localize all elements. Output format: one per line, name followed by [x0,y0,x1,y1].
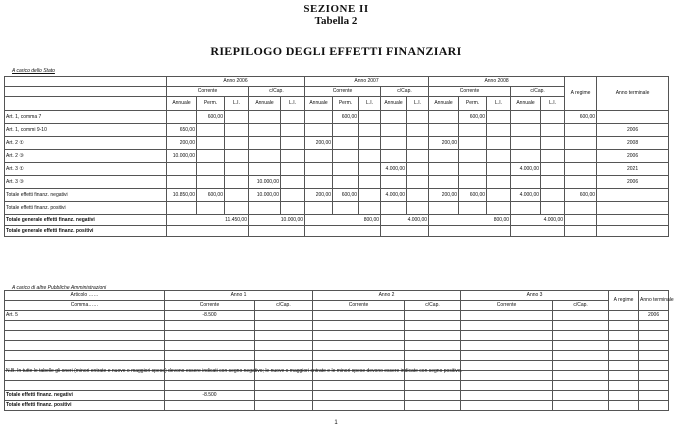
pa-row-value: -8.500 [165,311,255,321]
table-cell [305,111,333,124]
table-cell: 600,00 [197,189,225,202]
table-cell [281,202,305,215]
table-cell [597,189,669,202]
table-cell [511,124,541,137]
row-label: Art. 1, comma 7 [5,111,167,124]
table-cell [429,163,459,176]
table-cell [333,150,359,163]
annuale-header: Annuale [249,97,281,111]
corrente-header: Corrente [429,87,511,97]
table-cell [305,163,333,176]
table-cell: 2021 [597,163,669,176]
table-cell [487,163,511,176]
table-row [5,137,669,150]
table-cell [541,189,565,202]
annuale-header: Annuale [167,97,197,111]
table-cell [197,176,225,189]
table-cell [565,124,597,137]
table-cell [597,111,669,124]
table-cell [459,176,487,189]
pa-a-regime-header: A regime [609,291,639,311]
table-cell: 2008 [597,137,669,150]
table-cell: 4.000,00 [381,189,407,202]
table-cell [359,176,381,189]
li-header: L.I. [407,97,429,111]
table-cell [225,111,249,124]
table-cell [281,189,305,202]
table-cell: 200,00 [429,189,459,202]
table-cell [333,176,359,189]
table-cell: 600,00 [333,189,359,202]
annuale-header: Annuale [305,97,333,111]
row-label: Art. 1, commi 9-10 [5,124,167,137]
table-cell [487,124,511,137]
perm-header: Perm. [197,97,225,111]
table-cell [541,176,565,189]
ccap-header: c/Cap. [511,87,565,97]
perm-header: Perm. [459,97,487,111]
general-negative-2008-current: 800,00 [429,215,511,226]
corrente-header: Corrente [305,87,381,97]
table-cell [565,137,597,150]
table-cell: 600,00 [565,189,597,202]
table-row [5,163,669,176]
table-cell [281,150,305,163]
row-label: Art. 2 ① [5,137,167,150]
table-cell [249,202,281,215]
table-cell [359,137,381,150]
table-cell: 10.850,00 [167,189,197,202]
table-cell: 10.000,00 [249,189,281,202]
table-cell [511,111,541,124]
pa-table [4,290,674,411]
table-cell [333,137,359,150]
table-cell [459,163,487,176]
table-cell [225,124,249,137]
table-cell [305,202,333,215]
table-cell: 600,00 [197,111,225,124]
table-cell [167,111,197,124]
year-2006-header: Anno 2006 [167,77,305,87]
general-negative-2006-capital: 10.000,00 [249,215,305,226]
ccap-header: c/Cap. [381,87,429,97]
year-2008-header: Anno 2008 [429,77,565,87]
li-header: L.I. [487,97,511,111]
table-cell [359,111,381,124]
annuale-header: Annuale [429,97,459,111]
table-row [5,111,669,124]
row-label: Art. 3 ③ [5,176,167,189]
table-cell [487,202,511,215]
table-cell [459,150,487,163]
pa-row-label: Art. 5 [5,311,165,321]
table-cell [541,202,565,215]
table-cell [429,176,459,189]
table-row [5,202,669,215]
table-cell [541,150,565,163]
table-cell [429,150,459,163]
pa-total-negative-label: Totale effetti finanz. negativi [5,391,165,401]
table-cell [305,124,333,137]
pa-total-negative-value: -8.500 [165,391,255,401]
table-cell [407,150,429,163]
table-cell [487,189,511,202]
table-cell [359,189,381,202]
table-cell [541,163,565,176]
table-cell [249,124,281,137]
table-cell [511,202,541,215]
table-cell [487,111,511,124]
table-cell: 600,00 [333,111,359,124]
table-cell: 2006 [597,176,669,189]
general-negative-2007-capital: 4.000,00 [381,215,429,226]
table-cell [381,124,407,137]
table-cell [597,202,669,215]
table-cell [305,176,333,189]
table-cell [565,163,597,176]
table-cell [487,176,511,189]
table-cell [305,150,333,163]
annuale-header: Annuale [511,97,541,111]
table-cell [359,202,381,215]
a-regime-header: A regime [565,77,597,111]
table-cell: 200,00 [305,137,333,150]
table-cell [197,202,225,215]
section-heading: SEZIONE II [303,3,369,15]
table-cell [197,137,225,150]
pa-anno-terminale-header: Anno terminale [639,291,669,311]
li-header: L.I. [281,97,305,111]
table-cell [407,163,429,176]
table-cell [429,124,459,137]
table-cell [249,111,281,124]
table-cell [381,176,407,189]
table-row [5,189,669,202]
table-cell [225,137,249,150]
table-cell: 4.000,00 [381,163,407,176]
general-negative-2007-current: 800,00 [305,215,381,226]
table-cell: 10.000,00 [249,176,281,189]
table-cell [225,176,249,189]
table-cell: 600,00 [565,111,597,124]
table-cell [225,163,249,176]
table-cell [225,202,249,215]
table-cell [249,137,281,150]
annuale-header: Annuale [381,97,407,111]
articolo-header: Articolo …… [5,291,165,301]
table-cell [429,111,459,124]
general-negative-label: Totale generale effetti finanz. negativi [5,215,167,226]
table-cell [281,176,305,189]
table-cell [565,150,597,163]
table-cell [487,137,511,150]
general-negative-2006-current: 11.450,00 [167,215,249,226]
table-cell [359,150,381,163]
table-cell: 200,00 [429,137,459,150]
year-2007-header: Anno 2007 [305,77,429,87]
table-cell [487,150,511,163]
table-cell [167,163,197,176]
table-cell [359,124,381,137]
table-cell [197,163,225,176]
general-positive-label: Totale generale effetti finanz. positivi [5,226,167,237]
table-cell [511,176,541,189]
page-number: 1 [334,420,338,426]
table-cell [565,176,597,189]
table-cell [429,202,459,215]
table-cell [459,202,487,215]
table-cell [459,124,487,137]
row-label: Totale effetti finanz. negativi [5,189,167,202]
table-cell [541,137,565,150]
table-cell: 200,00 [167,137,197,150]
table-cell [249,150,281,163]
pa-ccap-header: c/Cap. [255,301,313,311]
table-row [5,150,669,163]
table-cell [333,202,359,215]
table-cell [281,124,305,137]
table-cell: 2006 [597,150,669,163]
table-cell [381,202,407,215]
table-row [5,176,669,189]
table-cell: 600,00 [459,111,487,124]
pa-caption: A carico di altre Pubbliche Amministrazioni [12,285,107,291]
table-row [5,124,669,137]
perm-header: Perm. [333,97,359,111]
ccap-header: c/Cap. [249,87,305,97]
table-cell: 4.000,00 [511,189,541,202]
table-cell [381,137,407,150]
pa-row-terminal: 2006 [639,311,669,321]
pa-ccap-header: c/Cap. [405,301,461,311]
state-table [4,76,669,237]
table-cell [511,137,541,150]
table-cell [381,111,407,124]
table-cell [565,202,597,215]
table-cell: 10.000,00 [167,150,197,163]
table-cell [511,150,541,163]
table-cell: 200,00 [305,189,333,202]
state-caption: A carico dello Stato [12,68,55,74]
table-cell: 650,00 [167,124,197,137]
page-title: RIEPILOGO DEGLI EFFETTI FINANZIARI [210,44,462,58]
row-label: Art. 2 ③ [5,150,167,163]
pa-year3-header: Anno 3 [461,291,609,301]
anno-terminale-header: Anno terminale [597,77,669,111]
comma-header: Comma…… [5,301,165,311]
table-cell [281,137,305,150]
table-cell [167,202,197,215]
table-cell [197,124,225,137]
pa-corrente-header: Corrente [165,301,255,311]
table-cell [281,111,305,124]
table-cell [359,163,381,176]
table-cell [407,137,429,150]
table-cell: 4.000,00 [511,163,541,176]
pa-year2-header: Anno 2 [313,291,461,301]
table-cell [225,150,249,163]
table-cell [407,124,429,137]
pa-corrente-header: Corrente [313,301,405,311]
table-cell [249,163,281,176]
table-cell [333,124,359,137]
table-cell [333,163,359,176]
pa-total-positive-label: Totale effetti finanz. positivi [5,401,165,411]
corrente-header: Corrente [167,87,249,97]
pa-year1-header: Anno 1 [165,291,313,301]
pa-ccap-header: c/Cap. [553,301,609,311]
table-cell [167,176,197,189]
table-cell [407,189,429,202]
general-negative-2008-capital: 4.000,00 [511,215,565,226]
table-cell [407,111,429,124]
table-cell [407,202,429,215]
table-cell [407,176,429,189]
pa-corrente-header: Corrente [461,301,553,311]
row-label: Totale effetti finanz. positivi [5,202,167,215]
li-header: L.I. [225,97,249,111]
table-cell [459,137,487,150]
table-cell: 600,00 [459,189,487,202]
table-cell [197,150,225,163]
table-cell [381,150,407,163]
table-cell [281,163,305,176]
table-cell: 2006 [597,124,669,137]
table-cell [541,111,565,124]
table-number: Tabella 2 [314,15,358,27]
row-label: Art. 3 ① [5,163,167,176]
table-cell [225,189,249,202]
table-cell [541,124,565,137]
li-header: L.I. [359,97,381,111]
li-header: L.I. [541,97,565,111]
footnote: N.B. In tutte le tabelle gli oneri (minori entrate e nuove o maggiori spese) devono essere indicati con segno negativo; le nuove o maggiori entrate e le minori spese devono essere indicate con segno positivo. [6,368,463,374]
